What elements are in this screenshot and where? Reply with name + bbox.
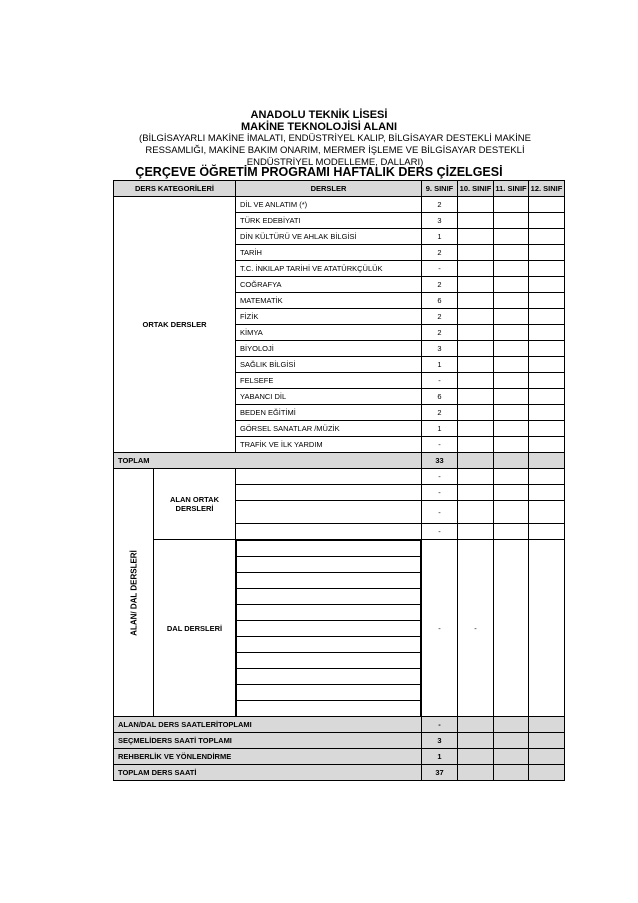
lesson-empty-cell <box>458 197 494 213</box>
lesson-empty-cell <box>494 293 529 309</box>
dal-lesson-2 <box>237 557 421 573</box>
lesson-name: FİZİK <box>236 309 422 325</box>
total-g11 <box>494 453 529 469</box>
summary-label: SEÇMELİDERS SAATİ TOPLAMI <box>114 733 422 749</box>
lesson-empty-cell <box>458 389 494 405</box>
alan-ortak-g9-2: - <box>422 485 458 501</box>
dal-lesson-1 <box>237 541 421 557</box>
summary-row <box>114 765 565 781</box>
branches-text: (BİLGİSAYARLI MAKİNE İMALATI, ENDÜSTRİYEL KALIP, BİLGİSAYAR DESTEKLİ MAKİNE RESSAMLIĞI, MAKİNE BAKIM ONARIM, MERMER İŞLEME VE BİLGİSAYAR DESTEKLİ ENDÜSTRİYEL MODELLEME, DALLARI) <box>139 133 531 168</box>
header-grade-11: 11. SINIF <box>494 181 529 197</box>
lesson-empty-cell <box>529 293 565 309</box>
dal-lesson-11 <box>237 701 421 717</box>
summary-g9: 3 <box>422 733 458 749</box>
summary-empty-cell <box>494 765 529 781</box>
lesson-empty-cell <box>458 277 494 293</box>
total-g12 <box>529 453 565 469</box>
lesson-empty-cell <box>458 341 494 357</box>
field-name: MAKİNE TEKNOLOJİSİ ALANI <box>240 121 398 133</box>
lesson-g9-hours: 2 <box>422 325 458 341</box>
lesson-name: BEDEN EĞİTİMİ <box>236 405 422 421</box>
lesson-name: YABANCI DİL <box>236 389 422 405</box>
summary-empty-cell <box>529 749 565 765</box>
lesson-name: MATEMATİK <box>236 293 422 309</box>
lesson-name: TRAFİK VE İLK YARDIM <box>236 437 422 453</box>
field-section-label-cell <box>114 469 154 717</box>
lesson-g9-hours: 3 <box>422 341 458 357</box>
lesson-g9-hours: 1 <box>422 229 458 245</box>
lesson-empty-cell <box>494 405 529 421</box>
lesson-name: SAĞLIK BİLGİSİ <box>236 357 422 373</box>
lesson-empty-cell <box>458 245 494 261</box>
summary-g9: - <box>422 717 458 733</box>
lesson-empty-cell <box>494 261 529 277</box>
summary-empty-cell <box>458 733 494 749</box>
dal-row <box>114 540 565 717</box>
lesson-g9-hours: 6 <box>422 293 458 309</box>
lesson-g9-hours: - <box>422 261 458 277</box>
dal-lesson-7 <box>237 637 421 653</box>
alan-ortak-label: ALAN ORTAK DERSLERİ <box>154 469 236 540</box>
lesson-g9-hours: 1 <box>422 421 458 437</box>
header-category: DERS KATEGORİLERİ <box>114 181 236 197</box>
summary-label: REHBERLİK VE YÖNLENDİRME <box>114 749 422 765</box>
alan-ortak-lesson-1 <box>236 469 422 485</box>
lesson-empty-cell <box>529 229 565 245</box>
summary-empty-cell <box>529 765 565 781</box>
schedule-title: ÇERÇEVE ÖĞRETİM PROGRAMI HAFTALIK DERS ÇİZELGESİ <box>135 165 503 179</box>
field-section-label: ALAN/ DAL DERSLERİ <box>129 549 138 636</box>
lesson-empty-cell <box>458 309 494 325</box>
summary-empty-cell <box>458 765 494 781</box>
lesson-g9-hours: - <box>422 437 458 453</box>
lesson-empty-cell <box>458 437 494 453</box>
lesson-empty-cell <box>458 325 494 341</box>
lesson-name: TARİH <box>236 245 422 261</box>
dal-lesson-10 <box>237 685 421 701</box>
lesson-empty-cell <box>494 197 529 213</box>
weekly-schedule-table <box>113 180 565 781</box>
lesson-empty-cell <box>494 421 529 437</box>
lesson-g9-hours: 3 <box>422 213 458 229</box>
summary-label: TOPLAM DERS SAATİ <box>114 765 422 781</box>
summary-g9: 37 <box>422 765 458 781</box>
lesson-empty-cell <box>529 261 565 277</box>
lesson-g9-hours: 2 <box>422 309 458 325</box>
summary-g9: 1 <box>422 749 458 765</box>
lesson-g9-hours: 1 <box>422 357 458 373</box>
summary-empty-cell <box>494 717 529 733</box>
summary-empty-cell <box>529 717 565 733</box>
lesson-empty-cell <box>494 341 529 357</box>
summary-row <box>114 717 565 733</box>
dal-lesson-3 <box>237 573 421 589</box>
summary-empty-cell <box>458 717 494 733</box>
lesson-empty-cell <box>458 213 494 229</box>
lesson-g9-hours: 6 <box>422 389 458 405</box>
summary-row <box>114 733 565 749</box>
common-lesson-row <box>114 197 565 213</box>
dal-lesson-6 <box>237 621 421 637</box>
lesson-empty-cell <box>529 405 565 421</box>
lesson-empty-cell <box>529 325 565 341</box>
header-grade-10: 10. SINIF <box>458 181 494 197</box>
lesson-empty-cell <box>529 357 565 373</box>
dal-label: DAL DERSLERİ <box>154 540 236 717</box>
lesson-empty-cell <box>458 229 494 245</box>
lesson-g9-hours: 2 <box>422 405 458 421</box>
lesson-empty-cell <box>458 261 494 277</box>
lesson-name: BİYOLOJİ <box>236 341 422 357</box>
total-g9: 33 <box>422 453 458 469</box>
table-header-row <box>114 181 565 197</box>
lesson-empty-cell <box>494 229 529 245</box>
dal-lessons-list <box>236 540 421 716</box>
lesson-empty-cell <box>494 437 529 453</box>
lesson-empty-cell <box>529 245 565 261</box>
lesson-empty-cell <box>494 309 529 325</box>
summary-empty-cell <box>494 733 529 749</box>
lesson-empty-cell <box>529 213 565 229</box>
lesson-empty-cell <box>494 357 529 373</box>
alan-ortak-g9-4: - <box>422 524 458 540</box>
common-category-label: ORTAK DERSLER <box>114 197 236 453</box>
dal-lesson-8 <box>237 653 421 669</box>
summary-body <box>114 717 565 781</box>
lesson-name: DİL VE ANLATIM (*) <box>236 197 422 213</box>
lesson-g9-hours: 2 <box>422 277 458 293</box>
alan-ortak-lesson-4 <box>236 524 422 540</box>
dal-lesson-9 <box>237 669 421 685</box>
summary-label: ALAN/DAL DERS SAATLERİTOPLAMI <box>114 717 422 733</box>
lesson-name: T.C. İNKILAP TARİHİ VE ATATÜRKÇÜLÜK <box>236 261 422 277</box>
lesson-name: KİMYA <box>236 325 422 341</box>
lesson-empty-cell <box>458 293 494 309</box>
lesson-name: TÜRK EDEBİYATI <box>236 213 422 229</box>
common-lessons-body <box>114 197 565 453</box>
total-g10 <box>458 453 494 469</box>
lesson-empty-cell <box>529 277 565 293</box>
dal-lesson-5 <box>237 605 421 621</box>
total-label: TOPLAM <box>114 453 422 469</box>
lesson-g9-hours: - <box>422 373 458 389</box>
dal-g10: - <box>458 540 494 717</box>
lesson-empty-cell <box>529 341 565 357</box>
alan-ortak-g9-1: - <box>422 469 458 485</box>
lesson-empty-cell <box>529 389 565 405</box>
total-row <box>114 453 565 469</box>
lesson-name: COĞRAFYA <box>236 277 422 293</box>
dal-lessons-cell <box>236 540 422 717</box>
alan-ortak-row-1 <box>114 469 565 485</box>
header-grade-12: 12. SINIF <box>529 181 565 197</box>
summary-empty-cell <box>494 749 529 765</box>
summary-empty-cell <box>529 733 565 749</box>
dal-g9: - <box>422 540 458 717</box>
alan-ortak-g9-3: - <box>422 501 458 524</box>
lesson-empty-cell <box>494 325 529 341</box>
alan-ortak-lesson-3 <box>236 501 422 524</box>
lesson-empty-cell <box>458 421 494 437</box>
alan-ortak-lesson-2 <box>236 485 422 501</box>
lesson-empty-cell <box>458 357 494 373</box>
lesson-name: GÖRSEL SANATLAR /MÜZİK <box>236 421 422 437</box>
header-grade-9: 9. SINIF <box>422 181 458 197</box>
summary-empty-cell <box>458 749 494 765</box>
lesson-g9-hours: 2 <box>422 197 458 213</box>
lesson-empty-cell <box>458 405 494 421</box>
lesson-name: FELSEFE <box>236 373 422 389</box>
lesson-empty-cell <box>458 373 494 389</box>
lesson-empty-cell <box>529 437 565 453</box>
summary-row <box>114 749 565 765</box>
lesson-empty-cell <box>494 389 529 405</box>
lesson-empty-cell <box>529 309 565 325</box>
lesson-empty-cell <box>529 373 565 389</box>
lesson-empty-cell <box>494 245 529 261</box>
lesson-g9-hours: 2 <box>422 245 458 261</box>
header-lessons: DERSLER <box>236 181 422 197</box>
lesson-empty-cell <box>494 373 529 389</box>
lesson-empty-cell <box>494 277 529 293</box>
dal-lesson-4 <box>237 589 421 605</box>
lesson-name: DİN KÜLTÜRÜ VE AHLAK BİLGİSİ <box>236 229 422 245</box>
lesson-empty-cell <box>529 197 565 213</box>
school-name: ANADOLU TEKNİK LİSESİ <box>250 109 388 121</box>
lesson-empty-cell <box>494 213 529 229</box>
lesson-empty-cell <box>529 421 565 437</box>
